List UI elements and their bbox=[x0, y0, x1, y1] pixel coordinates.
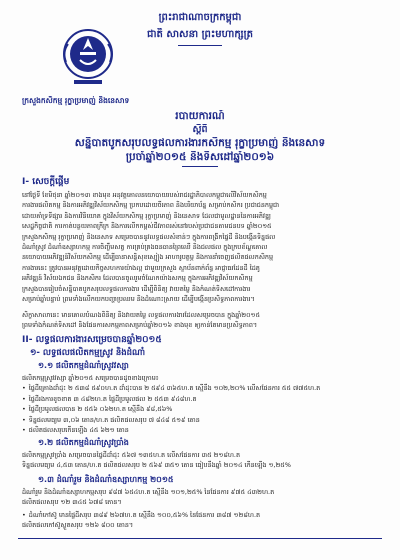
introduction-paragraph bbox=[22, 190, 378, 304]
paragraph-line: ទិន្នផលមធ្យម ៤,៥៣ តោន/ហ.ត ផលិតផលសរុប ២ ៥៦៩ ៣៥១ តោន ធៀបនឹងឆ្នាំ ២០១៤ កើនឡើង ១,២៥% bbox=[22, 461, 291, 470]
bullet-item: • ទិន្នផលមធ្យម ៣,០៦ តោន/ហ.ត ផលិតផលសរុប ៧ ៨៤៨ ៥១៩ តោន bbox=[22, 415, 378, 425]
subsection-heading-other-crops: ១.៣ ដំណាំរួម និងដំណាំឧស្សាហកម្ម ២០១៥ bbox=[38, 475, 174, 484]
paragraph-line: អភិវឌ្ឍន៍ វិស័យឯកជន និងកសិករ ដែលបានចូលរួមចំណែកយ៉ាងសកម្ម ក្នុងការអភិវឌ្ឍវិស័យកសិកម្ម bbox=[22, 274, 253, 283]
paragraph-line: សម្រាប់ឆ្នាំបន្ទាប់ ព្រមទាំងលើកយកបញ្ហាប្រឈម និងដំណោះស្រាយ ដើម្បីបង្កើនប្រសិទ្ធភាពការងារ។ bbox=[22, 295, 255, 304]
report-subject: សន្និបាតបូកសរុបលទ្ធផលការងារកសិកម្ម រុក្ខាប្រមាញ់ និងនេសាទ bbox=[74, 137, 326, 149]
section-heading-introduction: I- សេចក្តីផ្តើម bbox=[22, 177, 70, 187]
rubber-details bbox=[22, 510, 378, 531]
report-subtitle-about: ស្តីពី bbox=[192, 124, 208, 135]
title-divider bbox=[182, 166, 218, 167]
kingdom-title: ព្រះរាជាណាចក្រកម្ពុជា bbox=[158, 12, 242, 23]
report-period: ប្រចាំឆ្នាំ២០១៥ និងទិសដៅឆ្នាំ២០១៦ bbox=[125, 151, 275, 163]
paragraph-line: នៅថ្ងៃទី ខែមិថុនា ឆ្នាំ២០១៣ ខាងមុខ អនុវត្តគោលនយោបាយរបស់រាជរដ្ឋាភិបាលកម្ពុជាលើវិស័យកសិកម្ម bbox=[22, 191, 267, 199]
paragraph-line: ដោយគាំទ្រទីផ្សារ និងការវិនិយោគ ក្នុងវិស័យកសិកម្ម រុក្ខាប្រមាញ់ និងនេសាទ ដែលជាមូលដ្ឋាននៃការអភិវឌ្ឍ bbox=[22, 211, 271, 220]
dry-season-rice-details bbox=[22, 450, 378, 471]
report-title: របាយការណ៍ bbox=[175, 110, 225, 122]
paragraph-line: ដំណាំរួម និងដំណាំឧស្សាហកម្មសរុប ៩៨៧ ៦៥៤ហ.ត ស្មើនឹង ១០១,២៥% នៃផែនការ ៩៧៥ ៤៣២ហ.ត bbox=[22, 488, 275, 496]
bullet-item: • ដំណាំកៅស៊ូ មានផ្ទៃដីសរុប ៣៨៩ ២៦៧ហ.ត ស្មើនឹង ១០០,៥៦% នៃផែនការ ៣៨៧ ១២៨ហ.ត bbox=[22, 510, 378, 520]
paragraph-line: សិក្ខាសាលានេះ មានគោលបំណងពិនិត្យ និងវាយតម្លៃ លទ្ធផលការងារដែលសម្រេចបាន ក្នុងឆ្នាំ២០១៥ bbox=[22, 311, 261, 319]
bullet-item: • ផ្ទៃដីគ្រោងដាំដុះ ២ ៥៣៨ ៥៩០ហ.ត ដាំដុះបាន ២ ៥៩៤ ៣៦៥ហ.ត ស្មើនឹង ១០២,២០% លើសផែនការ ៥៥ ៧៧៥ហ.ត bbox=[22, 383, 378, 393]
introduction-paragraph-2 bbox=[22, 310, 378, 331]
paragraph-line: នយោបាយអភិវឌ្ឍន៍វិស័យកសិកម្ម ដើម្បីធានាសន្តិសុខស្បៀង អាហារូបត្ថម្ភ និងការនាំចេញផលិតផលកសិកម្ម bbox=[22, 253, 274, 262]
ministry-name: ក្រសួងកសិកម្ម រុក្ខាប្រមាញ់ និងនេសាទ bbox=[22, 96, 130, 105]
bullet-item: • ផ្ទៃដីរងការខូចខាត ៣ ៤៨២ហ.ត ផ្ទៃដីប្រមូលផល ២ ៥៥៣ ៩៤៨ហ.ត bbox=[22, 394, 378, 404]
paragraph-line: ផលិតផលសរុប ១២ ៣៤៥ ៦៧៨ តោន។ bbox=[22, 498, 122, 507]
bullet-item: • ផលិតផលសរុបកើនឡើង ៤៥ ៦២១ តោន bbox=[22, 425, 378, 435]
paragraph-line: ដំណាំស្រូវ ដំណាំឧស្សាហកម្ម ការចិញ្ចឹមសត្វ ការគ្រប់គ្រងធនធានព្រៃឈើ និងជលផល ក្នុងក្របខ័ណ្ឌគោល bbox=[22, 243, 268, 252]
wet-season-rice-details bbox=[22, 373, 378, 435]
paragraph-line: សេដ្ឋកិច្ចជាតិ ការកាត់បន្ថយភាពក្រីក្រ និងការលើកកម្ពស់ជីវភាពរស់នៅរបស់ប្រជាជនតាមជនបទ ឆ្នាំ២០១៥ bbox=[22, 222, 272, 231]
paragraph-line: ក្រសួងកសិកម្ម រុក្ខាប្រមាញ់ និងនេសាទ សម្រេចបាននូវលទ្ធផលសំខាន់ៗ ក្នុងការពង្រីកផ្ទៃដី និងបង្កើនទិន្នផល bbox=[22, 232, 276, 241]
paragraph-line: ផលិតកម្មស្រូវវស្សា ឆ្នាំ២០១៥ សម្រេចបានដូចខាងក្រោម៖ bbox=[22, 374, 159, 382]
subsection-heading-production: ១- លទ្ធផលផលិតកម្មស្រូវ និងដំណាំ bbox=[30, 348, 146, 358]
paragraph-line: ផលិតកម្មស្រូវប្រាំង សម្រេចបានផ្ទៃដីដាំដុះ ៥៦៧ ១៣៥ហ.ត លើសផែនការ ៣៥ ២១៨ហ.ត bbox=[22, 451, 241, 459]
bullet-item: • ផ្ទៃដីប្រមូលផលបាន ២ ៥៥៦ ០៦២ហ.ត ស្មើនឹង ៩៨,៥៦% bbox=[22, 404, 378, 414]
paragraph-line: ផលិតផលកៅស៊ូស្ងួតសរុប ១២៦ ៨០០ តោន។ bbox=[22, 521, 134, 530]
paragraph-line: ការងារផលិតកម្ម និងការអភិវឌ្ឍវិស័យកសិកម្ម ប្រកបដោយចីរភាព និងបរិយាប័ន្ន សម្រាប់កសិករ ប្រជាជនកម្ពុជា bbox=[22, 201, 280, 210]
national-motto: ជាតិ សាសនា ព្រះមហាក្សត្រ bbox=[147, 29, 253, 40]
subsection-heading-wet-season-rice: ១.១ ផលិតកម្មដំណាំស្រូវវស្សា bbox=[38, 361, 129, 370]
footer-divider bbox=[18, 538, 382, 539]
paragraph-line: ក្រសួងបានរៀបចំសន្និបាតបូកសរុបលទ្ធផលការងារ ដើម្បីពិនិត្យ វាយតម្លៃ និងកំណត់ទិសដៅការងារ bbox=[22, 284, 251, 293]
paragraph-line: ព្រមទាំងកំណត់ទិសដៅ និងផែនការសកម្មភាពសម្រាប់ឆ្នាំ២០១៦ ខាងមុខ ឲ្យកាន់តែមានប្រសិទ្ធភាព។ bbox=[22, 321, 258, 330]
section-heading-results: II- លទ្ធផលការងារសម្រេចបានឆ្នាំ២០១៥ bbox=[22, 335, 162, 345]
subsection-heading-dry-season-rice: ១.២ ផលិតកម្មដំណាំស្រូវប្រាំង bbox=[38, 438, 129, 447]
motto-divider bbox=[178, 45, 222, 46]
paragraph-line: ការងារនេះ ត្រូវបានអនុវត្តដោយកិច្ចសហការយ៉ាងល្អ ជាមួយក្រសួង ស្ថាប័នពាក់ព័ន្ធ អាជ្ញាធរដែនដី ដៃគូ bbox=[22, 263, 260, 272]
other-crops-details bbox=[22, 487, 378, 508]
